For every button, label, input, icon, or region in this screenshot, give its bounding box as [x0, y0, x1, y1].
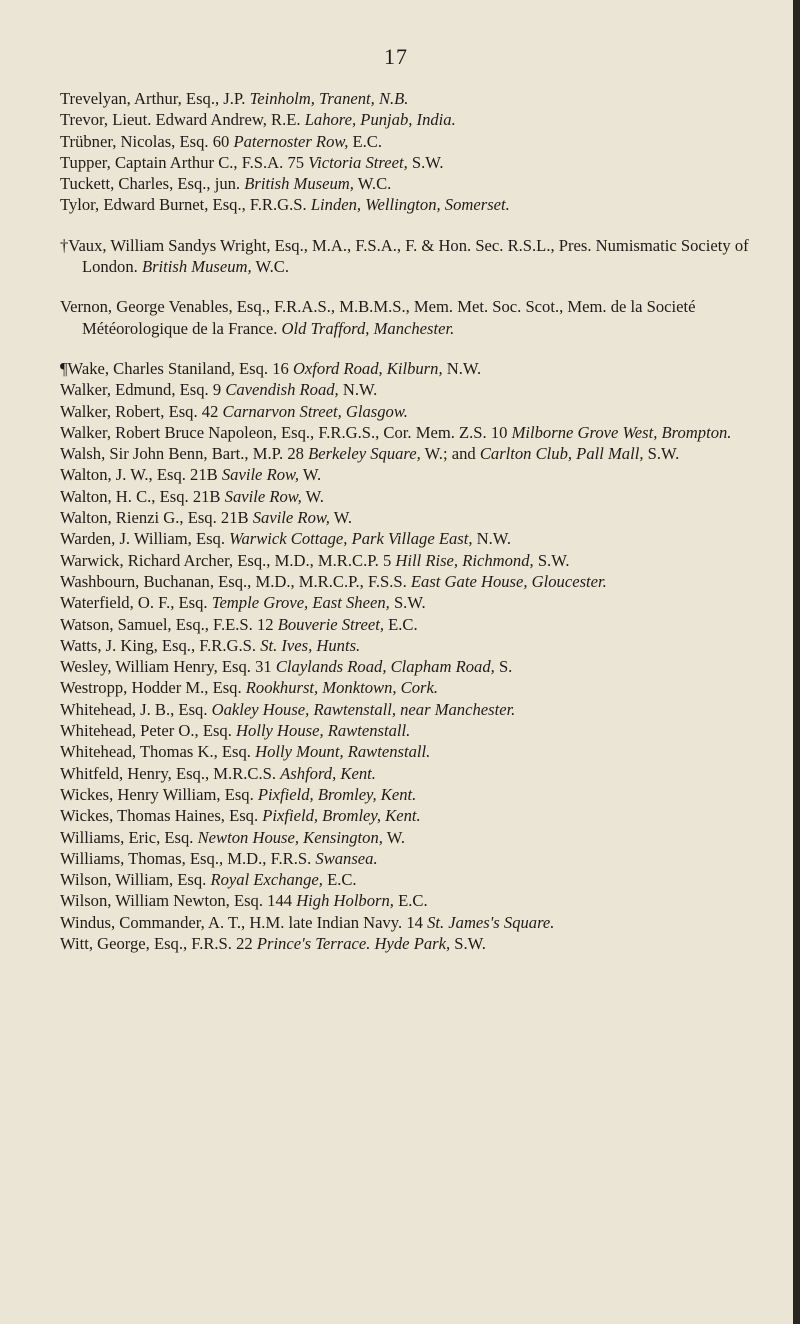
member-list [60, 88, 760, 954]
member-entry [60, 592, 760, 613]
member-name: Walton, Rienzi G., Esq. [60, 508, 217, 528]
street-number: 9 [212, 380, 222, 400]
member-address: Holly Mount, Rawtenstall. [255, 742, 431, 762]
member-address: Prince's Terrace. Hyde Park, [256, 933, 451, 953]
address-suffix-secondary: S.W. [647, 444, 680, 464]
member-address: High Holborn, [296, 891, 394, 911]
member-name: Whitehead, Peter O., Esq. [60, 721, 232, 741]
member-name: Wilson, William Newton, Esq. [60, 891, 263, 911]
address-suffix: W.C. [255, 257, 290, 277]
address-suffix: W.C. [357, 174, 392, 194]
address-suffix: S.W. [411, 152, 444, 172]
member-entry [60, 550, 760, 571]
member-name: Waterfield, O. F., Esq. [60, 593, 208, 613]
member-address: Milborne Grove West, Brompton. [511, 422, 732, 442]
member-entry [60, 656, 760, 677]
member-address: Pixfield, Bromley, Kent. [262, 806, 421, 826]
street-number: 21B [192, 486, 221, 506]
member-name: Trevor, Lieut. Edward Andrew, R.E. [60, 110, 301, 130]
member-entry [60, 912, 760, 933]
member-name: Watts, J. King, Esq., F.R.G.S. [60, 635, 257, 655]
member-name: Westropp, Hodder M., Esq. [60, 678, 242, 698]
member-entry [60, 358, 760, 379]
member-name: Trevelyan, Arthur, Esq., J.P. [60, 89, 246, 108]
address-suffix: N.W. [476, 529, 512, 549]
member-name: Walton, J. W., Esq. [60, 465, 186, 485]
member-address: British Museum, [141, 257, 252, 277]
address-suffix: E.C. [352, 131, 383, 151]
member-name: Warwick, Richard Archer, Esq., M.D., M.R.C.P. [60, 550, 379, 570]
member-entry [60, 869, 760, 890]
member-name: Wilson, William, Esq. [60, 870, 207, 890]
member-address: Hill Rise, Richmond, [395, 550, 534, 570]
member-address: British Museum, [244, 174, 354, 194]
street-number: 21B [220, 508, 249, 528]
member-name: Walker, Edmund, Esq. [60, 380, 209, 400]
address-suffix: E.C. [327, 870, 357, 890]
member-entry [60, 741, 760, 762]
member-address: Cavendish Road, [225, 380, 339, 400]
member-name: Whitehead, Thomas K., Esq. [60, 742, 251, 762]
member-address: Ashford, Kent. [280, 763, 376, 783]
member-address: Berkeley Square, [308, 444, 421, 464]
member-entry [60, 635, 760, 656]
member-address: East Gate House, Gloucester. [410, 571, 607, 591]
address-suffix: W. [386, 827, 406, 847]
member-entry [60, 422, 760, 443]
member-name: Vernon, George Venables, Esq., F.R.A.S., M.B.M.S., Mem. Met. Soc. Scot., Mem. de la Societé Météorologique de la France. [60, 297, 696, 338]
member-entry [60, 152, 760, 173]
member-entry [60, 173, 760, 194]
member-name: Walsh, Sir John Benn, Bart., M.P. [60, 444, 284, 464]
member-name: Windus, Commander, A. T., H.M. late Indian Navy. [60, 912, 403, 932]
member-name: Walker, Robert, Esq. [60, 401, 198, 421]
street-number: 10 [490, 422, 508, 442]
member-address: Bouverie Street, [277, 614, 384, 634]
member-address: St. James's Square. [427, 912, 555, 932]
street-number: 5 [382, 550, 392, 570]
member-address: Old Trafford, Manchester. [281, 318, 455, 338]
address-suffix: E.C. [388, 614, 418, 634]
street-number: 28 [287, 444, 304, 464]
member-entry [60, 720, 760, 741]
member-name: Wickes, Henry William, Esq. [60, 784, 254, 804]
member-address: Savile Row, [252, 508, 330, 528]
member-address: Holly House, Rawtenstall. [236, 721, 411, 741]
street-number: 12 [256, 614, 274, 634]
member-entry [60, 109, 760, 130]
member-address: Paternoster Row, [233, 131, 349, 151]
member-entry [60, 784, 760, 805]
member-name: Whitehead, J. B., Esq. [60, 699, 208, 719]
member-name: †Vaux, William Sandys Wright, Esq., M.A., F.S.A., F. & Hon. Sec. R.S.L., Pres. Numismatic Society of London. [60, 235, 749, 277]
member-entry [60, 379, 760, 400]
street-number: 144 [267, 891, 293, 911]
address-suffix: W.; and [424, 444, 476, 464]
member-address: Temple Grove, East Sheen, [211, 593, 390, 613]
member-address: Pixfield, Bromley, Kent. [257, 784, 417, 804]
member-name: Tupper, Captain Arthur C., F.S.A. [60, 152, 284, 172]
member-name: Williams, Thomas, Esq., M.D., F.R.S. [60, 848, 312, 868]
street-number: 14 [406, 912, 423, 932]
member-address: Claylands Road, Clapham Road, [275, 657, 495, 677]
member-entry [60, 194, 760, 215]
address-suffix: W. [333, 508, 353, 528]
member-address: Warwick Cottage, Park Village East, [229, 529, 473, 549]
member-name: Wickes, Thomas Haines, Esq. [60, 806, 259, 826]
street-number: 22 [236, 933, 253, 953]
member-entry [60, 933, 760, 954]
member-name: Trübner, Nicolas, Esq. [60, 131, 209, 151]
member-entry [60, 677, 760, 698]
member-address: Savile Row, [224, 486, 302, 506]
page-edge-shadow [793, 0, 800, 1324]
member-name: Tuckett, Charles, Esq., jun. [60, 174, 241, 194]
member-name: Warden, J. William, Esq. [60, 529, 225, 549]
member-name: Wesley, William Henry, Esq. [60, 657, 251, 677]
member-entry [60, 827, 760, 848]
member-address: Savile Row, [221, 465, 299, 485]
member-address: Victoria Street, [308, 152, 408, 172]
address-suffix: S.W. [537, 550, 570, 570]
member-entry [60, 571, 760, 592]
address-suffix: W. [305, 486, 324, 506]
member-address: Oxford Road, Kilburn, [292, 358, 443, 378]
member-entry [60, 443, 760, 464]
member-entry [60, 805, 760, 826]
address-suffix: S. [498, 657, 513, 677]
street-number: 16 [272, 358, 289, 378]
member-address: Oakley House, Rawtenstall, near Manchester. [211, 699, 516, 719]
member-entry [60, 401, 760, 422]
member-name: ¶Wake, Charles Staniland, Esq. [60, 358, 269, 378]
member-name: Walton, H. C., Esq. [60, 486, 189, 506]
member-name: Whitfeld, Henry, Esq., M.R.C.S. [60, 763, 277, 783]
member-entry [60, 486, 760, 507]
street-number: 75 [287, 152, 305, 172]
member-address: St. Ives, Hunts. [260, 635, 361, 655]
member-name: Williams, Eric, Esq. [60, 827, 194, 847]
address-suffix: S.W. [393, 593, 426, 613]
member-address-secondary: Carlton Club, Pall Mall, [479, 444, 644, 464]
street-number: 42 [201, 401, 219, 421]
member-address: Swansea. [315, 848, 378, 868]
member-name: Watson, Samuel, Esq., F.E.S. [60, 614, 253, 634]
member-address: Carnarvon Street, Glasgow. [222, 401, 408, 421]
member-entry [60, 131, 760, 152]
address-suffix: S.W. [454, 933, 486, 953]
member-name: Walker, Robert Bruce Napoleon, Esq., F.R.G.S., Cor. Mem. Z.S. [60, 422, 487, 442]
member-address: Linden, Wellington, Somerset. [310, 195, 510, 215]
member-entry [60, 235, 760, 278]
member-entry [60, 464, 760, 485]
street-number: 21B [190, 465, 218, 485]
member-entry [60, 614, 760, 635]
address-suffix: E.C. [398, 891, 428, 911]
address-suffix: W. [302, 465, 322, 485]
member-name: Washbourn, Buchanan, Esq., M.D., M.R.C.P., F.S.S. [60, 571, 407, 591]
member-entry [60, 507, 760, 528]
street-number: 31 [255, 657, 272, 677]
member-address: Newton House, Kensington, [197, 827, 383, 847]
member-entry [60, 699, 760, 720]
address-suffix: N.W. [446, 358, 482, 378]
member-entry [60, 848, 760, 869]
member-address: Lahore, Punjab, India. [304, 110, 456, 130]
member-address: Teinholm, Tranent, N.B. [249, 89, 409, 108]
member-entry [60, 890, 760, 911]
member-entry [60, 763, 760, 784]
member-entry [60, 88, 760, 109]
member-name: Tylor, Edward Burnet, Esq., F.R.G.S. [60, 195, 307, 215]
member-entry [60, 296, 760, 339]
member-address: Royal Exchange, [210, 870, 323, 890]
street-number: 60 [212, 131, 230, 151]
member-address: Rookhurst, Monktown, Cork. [245, 678, 438, 698]
page-number: 17 [384, 44, 408, 69]
member-name: Witt, George, Esq., F.R.S. [60, 933, 232, 953]
member-entry [60, 528, 760, 549]
address-suffix: N.W. [342, 380, 378, 400]
